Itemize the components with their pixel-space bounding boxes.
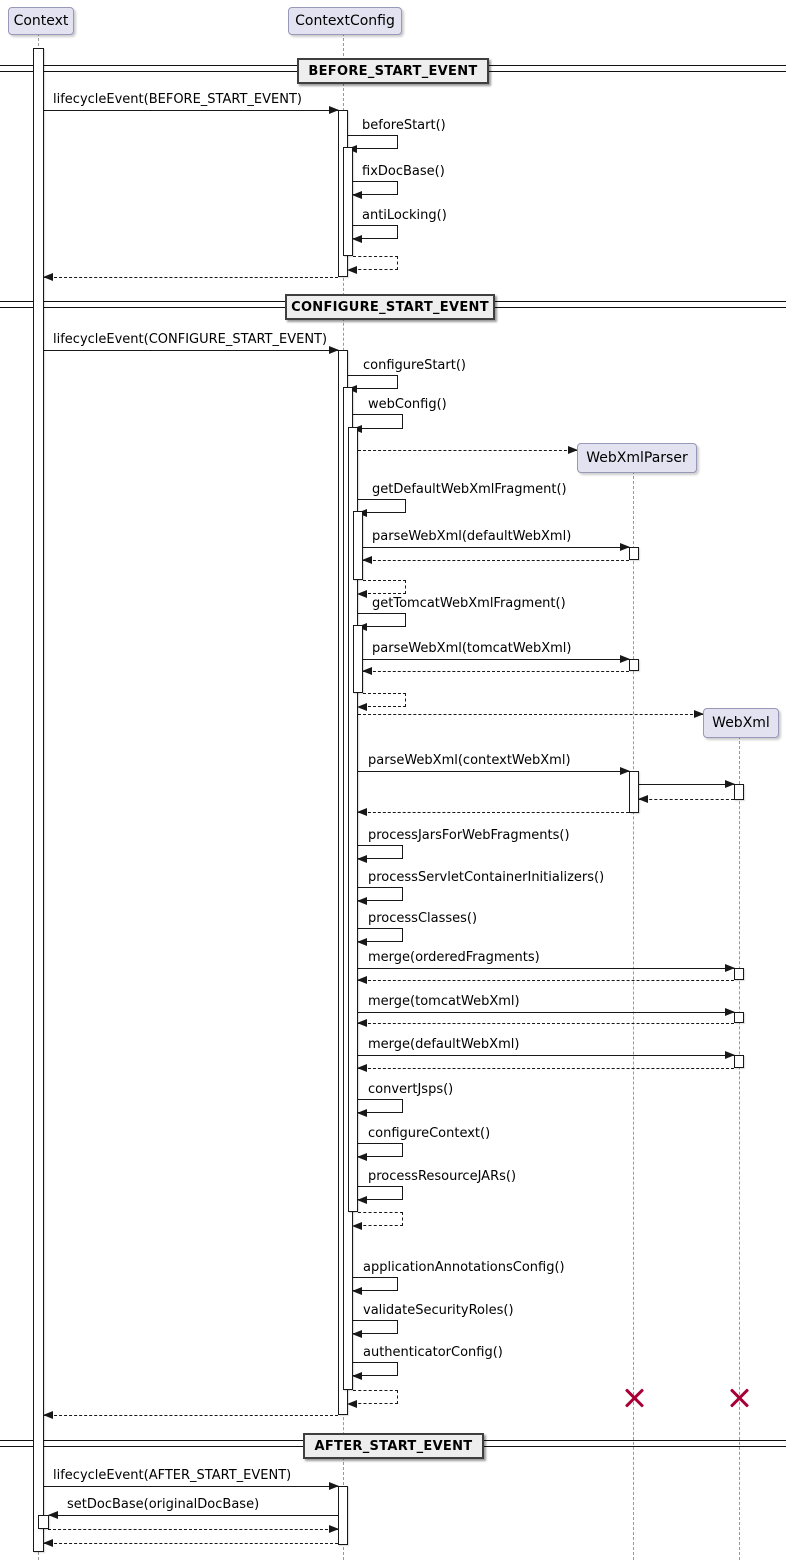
activation-parser-parse-default — [629, 547, 639, 560]
message-label: antiLocking() — [362, 208, 447, 223]
activation-parser-parse-tomcat — [629, 659, 639, 671]
create-line-webxml — [358, 714, 703, 715]
arrowhead-icon — [357, 590, 367, 598]
arrowhead-icon — [357, 703, 367, 711]
return-line — [363, 560, 629, 561]
message-label: applicationAnnotationsConfig() — [363, 1260, 565, 1275]
arrowhead-icon — [357, 1153, 367, 1161]
self-return — [363, 693, 406, 707]
destroy-x-icon-webxml — [728, 1387, 750, 1409]
arrowhead-icon — [357, 1196, 367, 1204]
arrowhead-icon — [48, 1511, 58, 1519]
message-label: merge(orderedFragments) — [368, 950, 540, 965]
arrowhead-icon — [357, 855, 367, 863]
arrowhead-icon — [362, 556, 372, 564]
return-line — [44, 1543, 338, 1544]
message-label: parseWebXml(tomcatWebXml) — [372, 641, 572, 656]
arrowhead-icon — [357, 938, 367, 946]
self-call-fixDocBase — [353, 181, 398, 195]
arrowhead-icon — [357, 808, 367, 816]
activation-contextconfig-after — [338, 1486, 348, 1545]
activation-context-main — [33, 48, 44, 1552]
participant-context: Context — [8, 7, 74, 35]
self-call-configureStart — [348, 375, 398, 389]
arrowhead-icon — [43, 1411, 53, 1419]
return-line — [358, 1023, 734, 1024]
self-return — [363, 580, 406, 594]
arrowhead-icon — [347, 1400, 357, 1408]
message-line-merge-default — [358, 1055, 734, 1056]
message-label: getTomcatWebXmlFragment() — [372, 596, 566, 611]
arrowhead-icon — [352, 1330, 362, 1338]
message-label: lifecycleEvent(CONFIGURE_START_EVENT) — [53, 332, 328, 347]
arrowhead-icon — [357, 1064, 367, 1072]
arrowhead-icon — [638, 795, 648, 803]
message-line-setDocBase — [49, 1515, 338, 1516]
self-return — [358, 1212, 403, 1226]
arrowhead-icon — [362, 667, 372, 675]
activation-getDefaultWebXmlFragment — [353, 511, 363, 580]
activation-beforeStart — [343, 147, 353, 256]
activation-webxml-parse — [734, 784, 744, 800]
self-call-validateSecurityRoles — [353, 1320, 398, 1334]
activation-parser-parse-context — [629, 771, 639, 813]
self-call-getTomcatWebXmlFragment — [358, 613, 406, 627]
message-label: processServletContainerInitializers() — [368, 870, 605, 885]
message-label: processClasses() — [368, 911, 478, 926]
activation-webxml-merge-ordered — [734, 968, 744, 980]
message-line-parse-tomcat — [363, 659, 629, 660]
create-line-webxmlparser — [358, 450, 577, 451]
return-line — [363, 671, 629, 672]
message-label: processJarsForWebFragments() — [368, 828, 570, 843]
message-line-merge-ordered — [358, 968, 734, 969]
arrowhead-icon — [347, 266, 357, 274]
return-line — [358, 1068, 734, 1069]
self-call-processClasses — [358, 928, 403, 942]
message-label: merge(defaultWebXml) — [368, 1037, 520, 1052]
return-line — [44, 1415, 338, 1416]
self-call-processJarsForWebFragments — [358, 845, 403, 859]
participant-webxml: WebXml — [703, 708, 779, 738]
arrowhead-icon — [352, 1372, 362, 1380]
return-line — [358, 812, 629, 813]
message-line-lifecycle-after — [44, 1486, 338, 1487]
self-call-applicationAnnotationsConfig — [353, 1277, 398, 1291]
return-line — [639, 799, 734, 800]
self-call-antiLocking — [353, 225, 398, 239]
message-label: fixDocBase() — [362, 164, 445, 179]
destroy-x-icon-webxmlparser — [623, 1387, 645, 1409]
self-call-convertJsps — [358, 1099, 403, 1113]
self-call-beforeStart — [348, 135, 398, 149]
message-label: parseWebXml(contextWebXml) — [368, 753, 571, 768]
message-line-merge-tomcat — [358, 1012, 734, 1013]
participant-webxmlparser: WebXmlParser — [577, 443, 697, 473]
message-label: webConfig() — [368, 397, 447, 412]
self-call-processServletContainerInitializers — [358, 887, 403, 901]
message-line-lifecycle-before — [44, 110, 338, 111]
arrowhead-icon — [43, 1539, 53, 1547]
self-call-authenticatorConfig — [353, 1362, 398, 1376]
self-call-webConfig — [353, 414, 403, 429]
return-line — [44, 277, 338, 278]
arrowhead-icon — [357, 976, 367, 984]
arrowhead-icon — [357, 897, 367, 905]
return-line — [48, 1529, 338, 1530]
activation-webxml-merge-tomcat — [734, 1012, 744, 1023]
participant-contextconfig: ContextConfig — [288, 7, 402, 35]
divider-before-start-event: BEFORE_START_EVENT — [297, 58, 489, 84]
message-label: lifecycleEvent(AFTER_START_EVENT) — [53, 1468, 292, 1483]
message-label: parseWebXml(defaultWebXml) — [372, 529, 572, 544]
message-label: configureStart() — [363, 358, 466, 373]
message-line-parse-context — [358, 771, 629, 772]
message-label: merge(tomcatWebXml) — [368, 994, 520, 1009]
self-return — [353, 256, 398, 270]
activation-webxml-merge-default — [734, 1055, 744, 1068]
self-call-configureContext — [358, 1143, 403, 1157]
message-label: getDefaultWebXmlFragment() — [372, 482, 567, 497]
self-call-getDefaultWebXmlFragment — [358, 499, 406, 513]
arrowhead-icon — [352, 191, 362, 199]
divider-after-start-event: AFTER_START_EVENT — [303, 1433, 484, 1459]
arrowhead-icon — [352, 1222, 362, 1230]
divider-configure-start-event: CONFIGURE_START_EVENT — [285, 294, 495, 320]
message-label: beforeStart() — [362, 118, 446, 133]
message-line-parser-to-webxml — [639, 784, 734, 785]
arrowhead-icon — [357, 1019, 367, 1027]
arrowhead-icon — [352, 235, 362, 243]
return-line — [358, 980, 734, 981]
self-return — [353, 1390, 398, 1404]
message-label: validateSecurityRoles() — [363, 1303, 514, 1318]
message-label: convertJsps() — [368, 1082, 454, 1097]
arrowhead-icon — [43, 273, 53, 281]
arrowhead-icon — [352, 1287, 362, 1295]
arrowhead-icon — [357, 1109, 367, 1117]
message-line-lifecycle-configure — [44, 350, 338, 351]
message-line-parse-default — [363, 547, 629, 548]
message-label: lifecycleEvent(BEFORE_START_EVENT) — [53, 92, 302, 107]
activation-context-setdocbase — [38, 1515, 49, 1529]
activation-getTomcatWebXmlFragment — [353, 625, 363, 693]
message-label: setDocBase(originalDocBase) — [67, 1497, 260, 1512]
lifeline-webxml — [739, 736, 740, 1560]
message-label: authenticatorConfig() — [363, 1345, 503, 1360]
message-label: configureContext() — [368, 1126, 491, 1141]
self-call-processResourceJARs — [358, 1186, 403, 1200]
message-label: processResourceJARs() — [368, 1169, 517, 1184]
